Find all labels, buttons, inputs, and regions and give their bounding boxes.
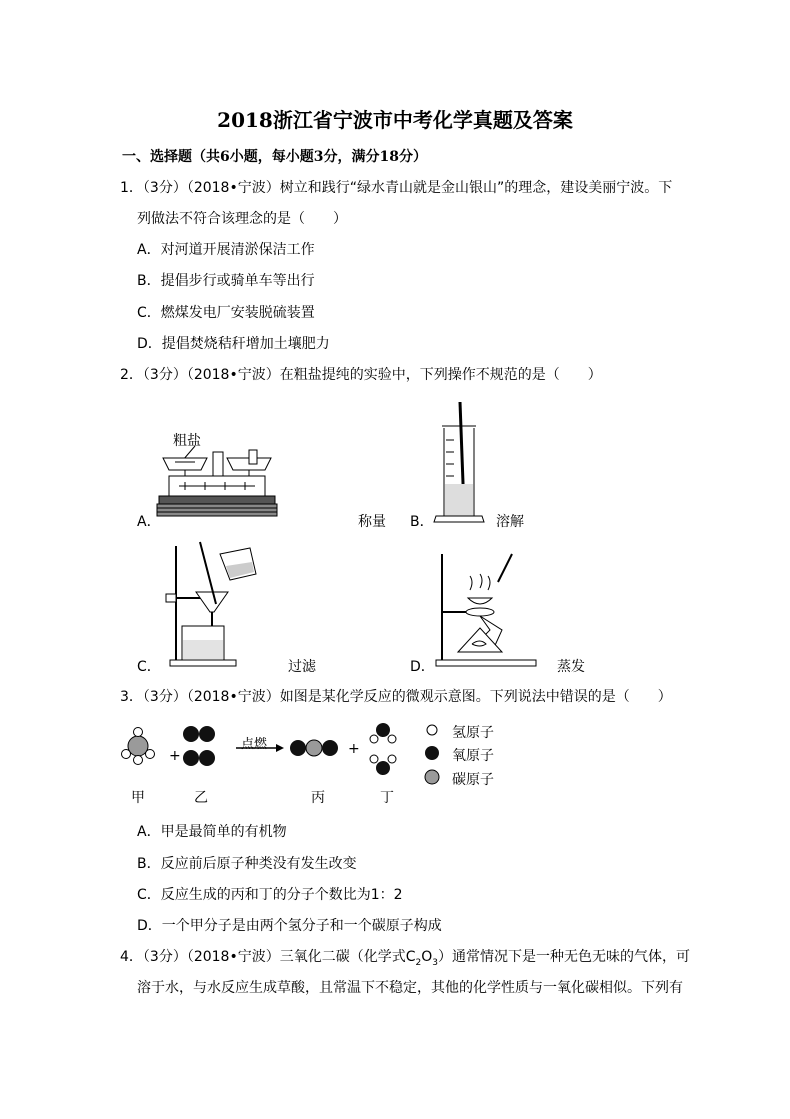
q3-option-a: A．甲是最简单的有机物 [137,824,287,840]
q4-text-part3: ）通常情况下是一种无色无味的气体，可 [437,949,690,965]
q4-stem-line2: 溶于水，与水反应生成草酸，且常温下不稳定，其他的化学性质与一氧化碳相似。下列有 [137,980,683,996]
q1-stem-line2: 列做法不符合该理念的是（ ） [137,211,347,227]
q2-option-d-letter: D． [410,659,435,675]
q4-subscript-2: 3 [432,957,438,968]
legend-oxygen: 氧原子 [452,748,494,764]
q3-option-c: C．反应生成的丙和丁的分子个数比为1：2 [137,887,403,903]
filtration-figure [160,540,290,670]
molecule-carbon-dioxide [290,740,338,756]
evaporation-figure [432,550,542,670]
q4-text-part2: O [421,949,433,965]
section-heading: 一、选择题（共6小题，每小题3分，满分18分） [122,149,427,165]
legend-hydrogen: 氢原子 [452,725,494,741]
legend-oxygen-symbol [425,746,439,760]
q2-option-a-caption: 称量 [358,514,386,530]
q1-option-d: D．提倡焚烧秸秆增加土壤肥力 [137,336,330,352]
q1-option-b: B．提倡步行或骑单车等出行 [137,273,315,289]
q2-option-b-letter: B． [410,514,434,530]
q1-stem-line1: 1．（3分）（2018•宁波）树立和践行“绿水青山就是金山银山”的理念，建设美丽宁波。下 [120,180,673,196]
molecule-water [370,723,396,775]
label-jia: 甲 [131,790,145,806]
page-title: 2018浙江省宁波市中考化学真题及答案 [217,108,573,132]
molecule-methane [122,728,155,765]
legend-hydrogen-symbol [427,725,437,735]
molecule-oxygen [183,726,215,766]
q4-text-part1: 4．（3分）（2018•宁波）三氧化二碳（化学式C [120,949,416,965]
balance-figure [155,440,285,520]
q2-option-c-letter: C． [137,659,161,675]
q3-stem: 3．（3分）（2018•宁波）如图是某化学反应的微观示意图。下列说法中错误的是（ ） [120,689,672,705]
plus-sign-1: + [169,748,181,764]
q2-option-c-caption: 过滤 [288,659,316,675]
q4-stem-line1 [120,946,690,968]
q1-option-a: A．对河道开展清淤保洁工作 [137,242,315,258]
label-yi: 乙 [194,790,208,806]
label-bing: 丙 [311,790,325,806]
legend-carbon-symbol [425,770,439,784]
graduated-cylinder-figure [432,400,492,530]
q1-option-c: C．燃煤发电厂安装脱硫装置 [137,305,315,321]
q2-option-d-caption: 蒸发 [557,659,585,675]
q3-option-d: D．一个甲分子是由两个氢分子和一个碳原子构成 [137,918,442,934]
q2-stem: 2．（3分）（2018•宁波）在粗盐提纯的实验中，下列操作不规范的是（ ） [120,367,602,383]
arrow-label: 点燃 [241,737,268,752]
label-ding: 丁 [380,790,394,806]
legend-carbon: 碳原子 [452,772,494,788]
q3-option-b: B．反应前后原子种类没有发生改变 [137,856,357,872]
q2-option-a-letter: A． [137,514,161,530]
crude-salt-label: 粗盐 [173,433,201,449]
plus-sign-2: + [348,741,360,757]
q4-subscript-1: 2 [415,957,422,968]
q2-option-b-caption: 溶解 [496,514,524,530]
